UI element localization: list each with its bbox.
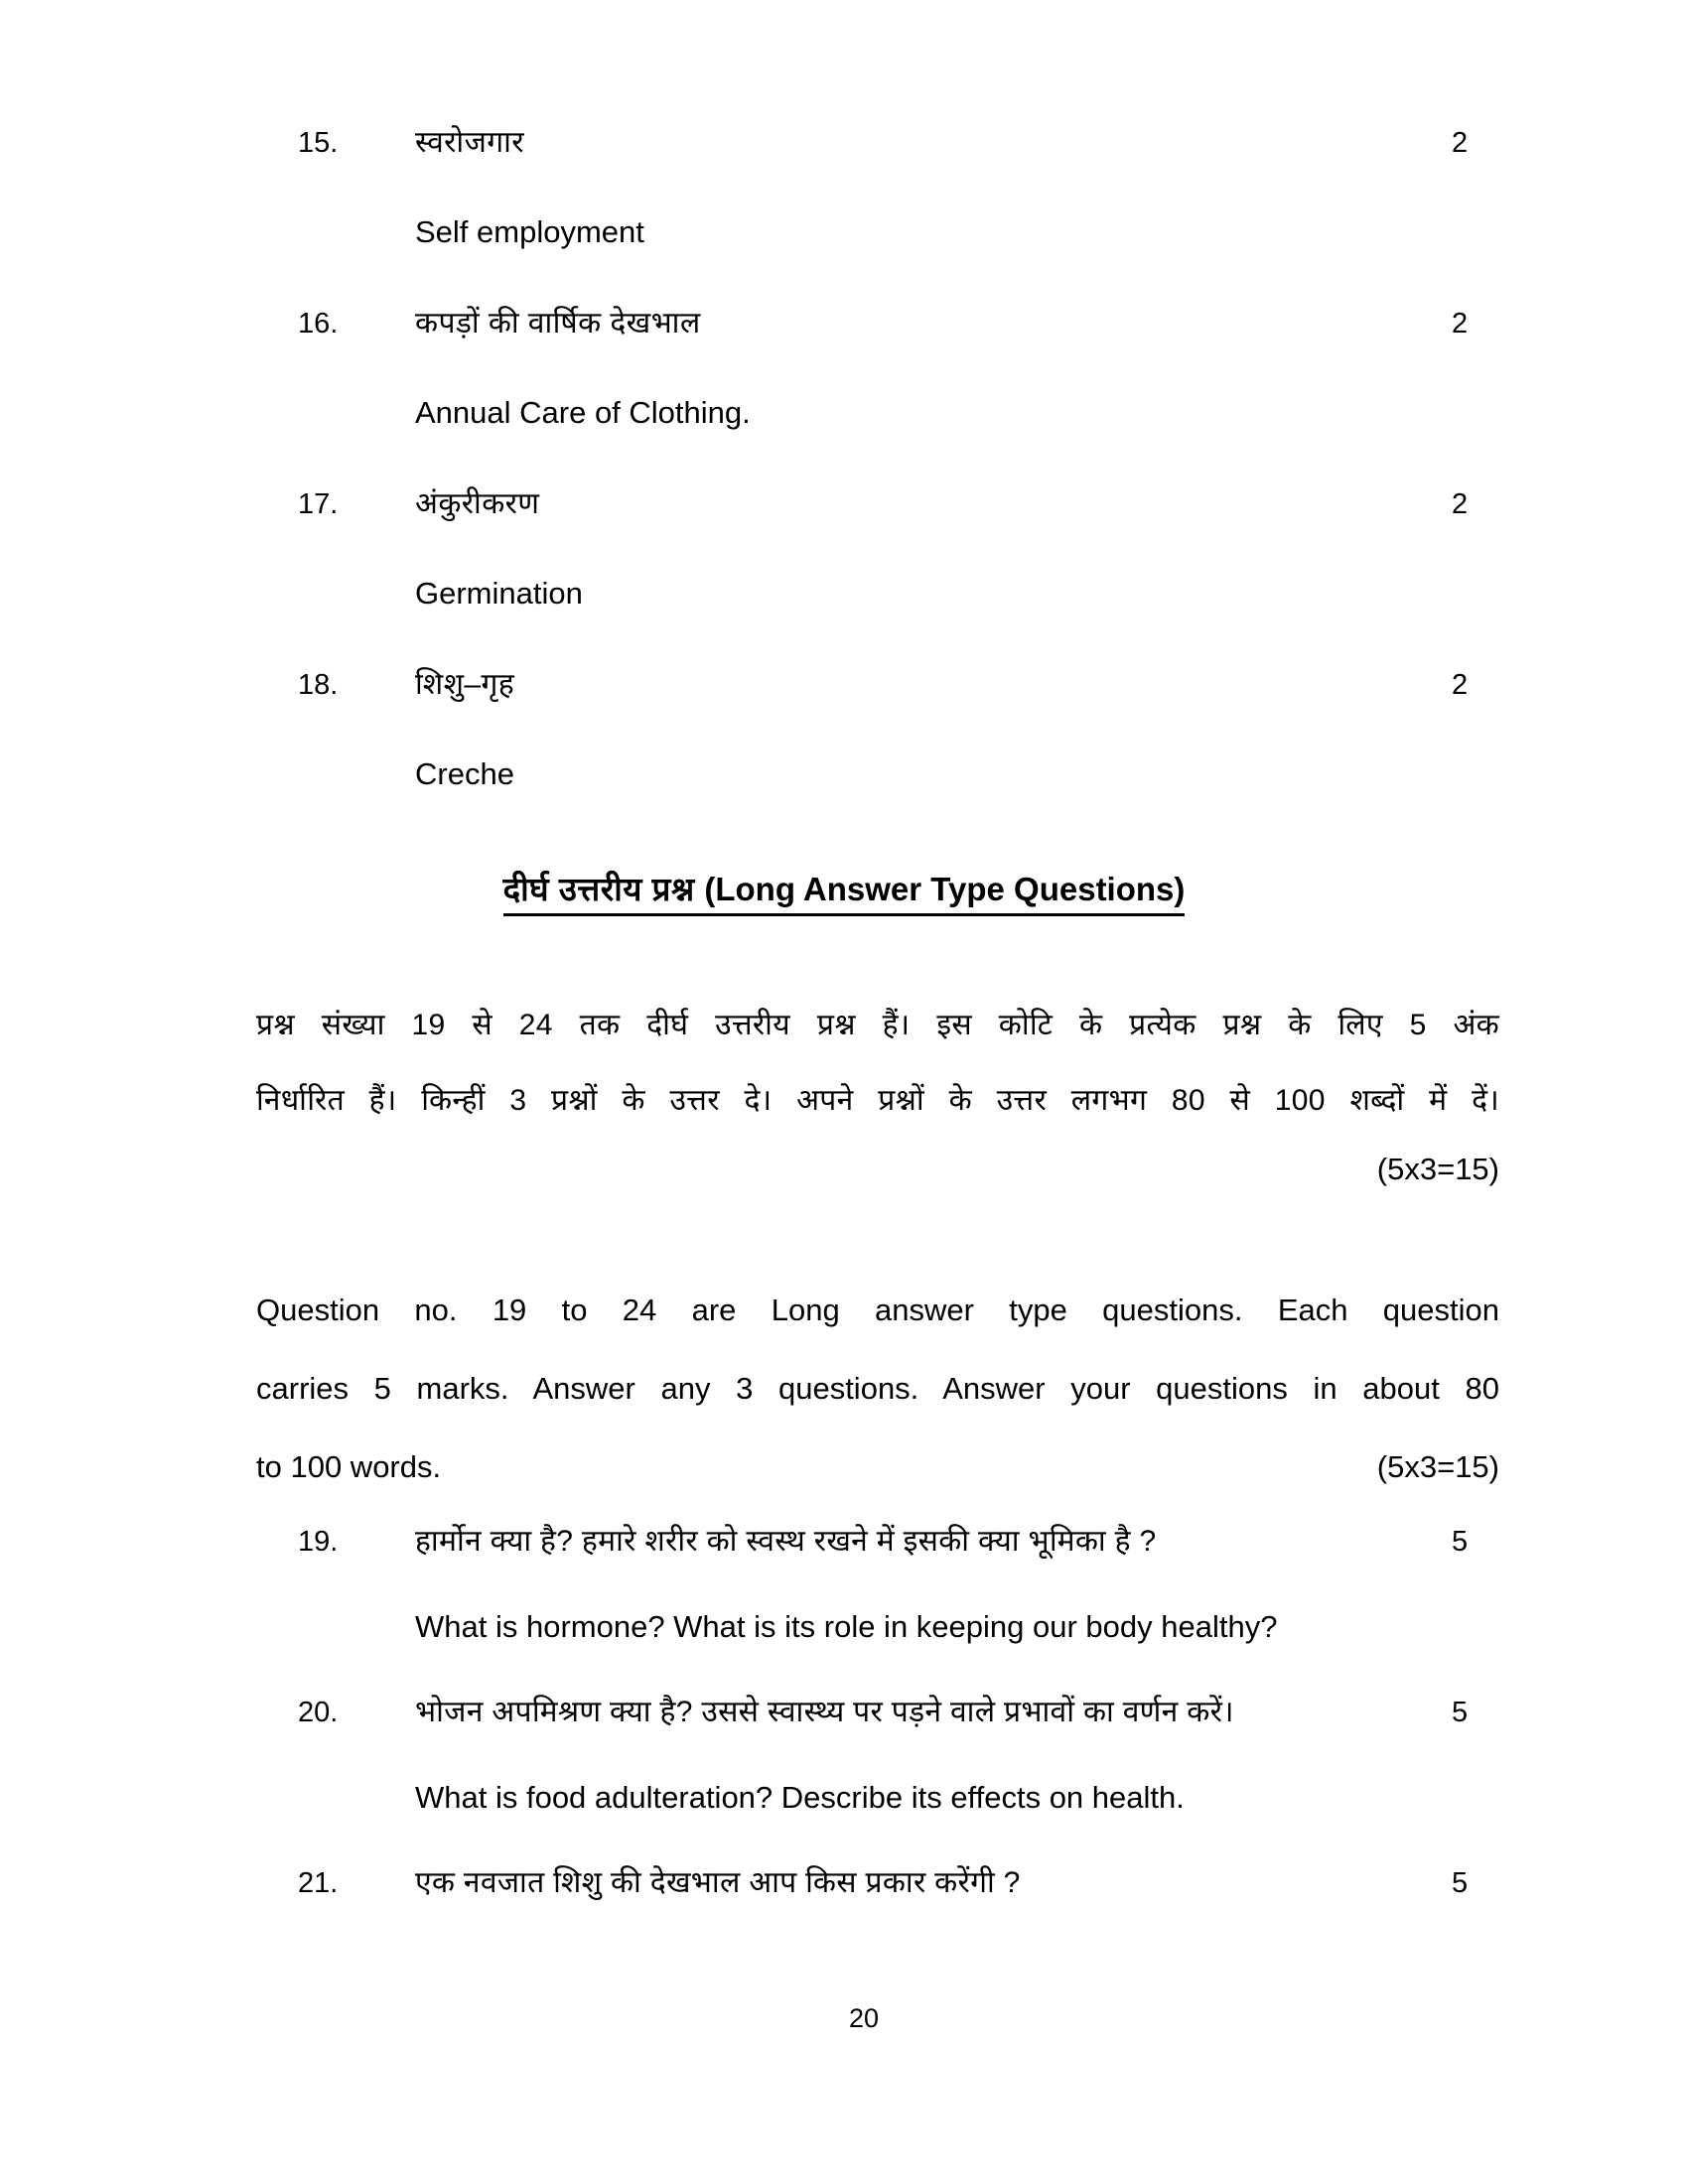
- question-text-english: What is food adulteration? Describe its effects on health.: [415, 1780, 1185, 1815]
- question-item-19: [0, 1519, 1688, 1690]
- question-text-english: Germination: [415, 576, 583, 611]
- question-text-hindi: स्वरोजगार: [415, 126, 524, 159]
- question-text-english: What is hormone? What is its role in keeping our body healthy?: [415, 1609, 1278, 1644]
- question-item-18: [0, 661, 1688, 842]
- question-head: [0, 661, 1688, 751]
- question-text-english: Self employment: [415, 214, 644, 249]
- question-marks: 2: [1452, 488, 1469, 520]
- short-answer-question-list: [0, 119, 1688, 842]
- section-heading-english: (Long Answer Type Questions): [704, 871, 1186, 907]
- instructions-hindi-line-1: प्रश्न संख्या 19 से 24 तक दीर्घ उत्तरीय प्रश्न हैं। इस कोटि के प्रत्येक प्रश्न के लिए 5 अंक: [256, 1009, 1499, 1041]
- instructions-hindi-line-2: निर्धारित हैं। किन्हीं 3 प्रश्नों के उत्तर दे। अपने प्रश्नों के उत्तर लगभग 80 से 100 शब्दों में दें।: [256, 1084, 1499, 1117]
- question-text-hindi: अंकुरीकरण: [415, 487, 540, 520]
- question-translation: [0, 1604, 1688, 1690]
- question-marks: 5: [1452, 1526, 1469, 1558]
- question-number: 20.: [298, 1697, 339, 1728]
- question-text-hindi: हार्मोन क्या है? हमारे शरीर को स्वस्थ रखने में इसकी क्या भूमिका है ?: [415, 1525, 1157, 1558]
- question-item-20: [0, 1690, 1688, 1860]
- instructions-english-line-1: Question no. 19 to 24 are Long answer type questions. Each question: [256, 1293, 1499, 1327]
- question-translation: [0, 1775, 1688, 1860]
- question-head: [0, 480, 1688, 570]
- instructions-english-line-3: [256, 1428, 1499, 1506]
- question-translation: [0, 751, 1688, 842]
- question-head: [0, 1860, 1688, 1946]
- section-heading-hindi: दीर्घ उत्तरीय प्रश्न: [502, 871, 705, 907]
- question-marks: 2: [1452, 308, 1469, 340]
- question-item-21: [0, 1860, 1688, 1946]
- question-number: 15.: [298, 127, 339, 159]
- section-heading-underlined: [503, 866, 1186, 916]
- question-marks: 5: [1452, 1867, 1469, 1899]
- question-item-15: [0, 119, 1688, 300]
- question-marks: 5: [1452, 1697, 1469, 1728]
- question-text-english: Annual Care of Clothing.: [415, 395, 751, 430]
- instructions-hindi: [256, 988, 1499, 1139]
- question-head: [0, 1690, 1688, 1775]
- question-number: 19.: [298, 1526, 339, 1558]
- question-translation: [0, 208, 1688, 300]
- instructions-english: [256, 1271, 1499, 1506]
- question-marks: 2: [1452, 127, 1469, 159]
- question-text-hindi: शिशु–गृह: [415, 668, 515, 701]
- question-translation: [0, 389, 1688, 480]
- page-number: 20: [848, 2003, 880, 2033]
- question-number: 16.: [298, 308, 339, 340]
- question-item-17: [0, 480, 1688, 661]
- question-number: 17.: [298, 488, 339, 520]
- question-head: [0, 119, 1688, 208]
- question-marks: 2: [1452, 669, 1469, 701]
- section-heading: [0, 866, 1688, 916]
- instructions-english-marks: (5x3=15): [1376, 1449, 1499, 1484]
- question-text-hindi: भोजन अपमिश्रण क्या है? उससे स्वास्थ्य पर पड़ने वाले प्रभावों का वर्णन करें।: [415, 1696, 1234, 1728]
- instructions-english-line-2: carries 5 marks. Answer any 3 questions. Answer your questions in about 80: [256, 1371, 1499, 1406]
- question-item-16: [0, 300, 1688, 480]
- instructions-english-line-3-text: to 100 words.: [256, 1449, 442, 1484]
- question-text-hindi: एक नवजात शिशु की देखभाल आप किस प्रकार करेंगी ?: [415, 1866, 1021, 1899]
- question-number: 18.: [298, 669, 339, 701]
- question-translation: [0, 570, 1688, 661]
- question-number: 21.: [298, 1867, 339, 1899]
- question-head: [0, 1519, 1688, 1604]
- question-text-hindi: कपड़ों की वार्षिक देखभाल: [415, 307, 701, 340]
- instructions-hindi-marks: (5x3=15): [1376, 1152, 1499, 1186]
- question-head: [0, 300, 1688, 389]
- question-text-english: Creche: [415, 756, 514, 791]
